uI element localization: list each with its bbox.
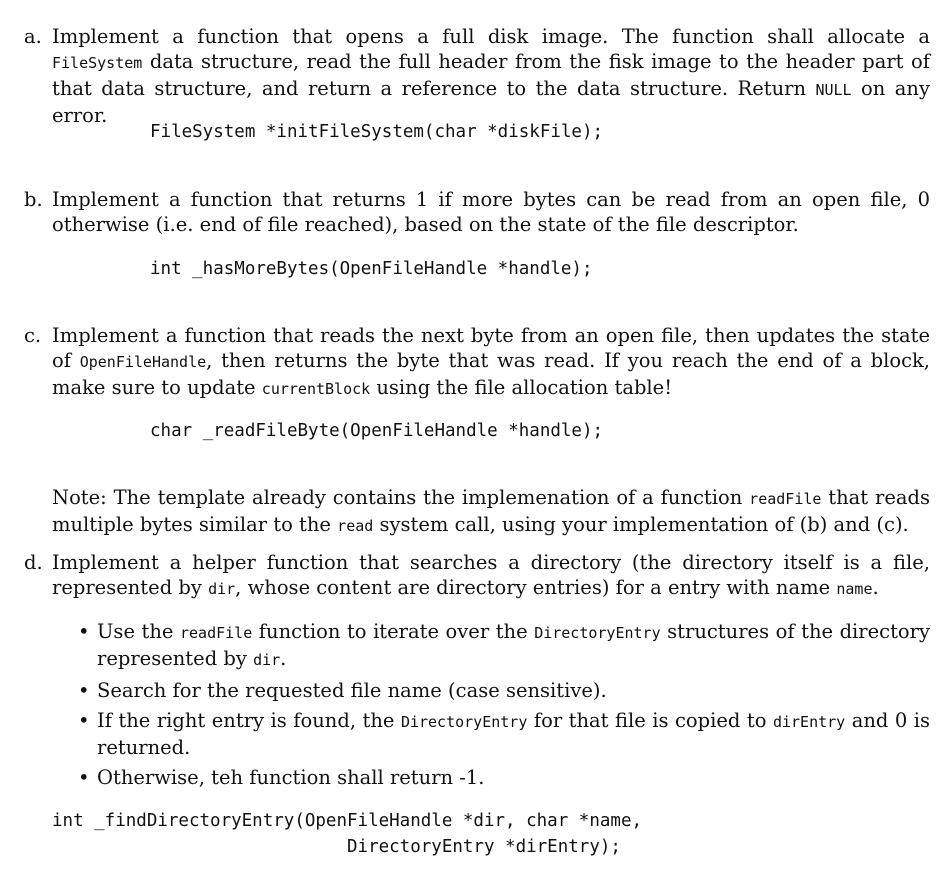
bullet-item: • Use the readFile function to iterate over the DirectoryEntry structures of the directory represented by dir. bbox=[78, 620, 930, 670]
item-b-signature: int _hasMoreBytes(OpenFileHandle *handle); bbox=[150, 259, 593, 279]
item-d bbox=[24, 550, 930, 602]
item-b bbox=[24, 187, 930, 237]
item-d-signature-line2: DirectoryEntry *dirEntry); bbox=[347, 837, 621, 857]
code-filesystem: FileSystem bbox=[52, 54, 143, 72]
item-c-label: c. bbox=[24, 324, 42, 347]
item-a-signature: FileSystem *initFileSystem(char *diskFile); bbox=[150, 122, 604, 142]
item-c-signature: char _readFileByte(OpenFileHandle *handle); bbox=[150, 421, 604, 441]
bullet-item: • Search for the requested file name (case sensitive). bbox=[78, 679, 607, 702]
item-d-text: Implement a helper function that searches a directory (the directory itself is a file, represented by dir, whose content are directory entries) for a entry with name name. bbox=[52, 551, 930, 599]
bullet-item: • If the right entry is found, the DirectoryEntry for that file is copied to dirEntry and 0 is returned. bbox=[78, 709, 930, 759]
code-directoryentry: DirectoryEntry bbox=[400, 713, 528, 731]
code-dir: dir bbox=[253, 651, 281, 669]
code-readfile: readFile bbox=[180, 624, 253, 642]
item-b-label: b. bbox=[24, 188, 43, 211]
code-read: read bbox=[337, 517, 374, 535]
item-a-text: Implement a function that opens a full disk image. The function shall allocate a FileSystem data structure, read the full header from the fisk image to the header part of that data structure, and return a reference to the data structure. Return NULL on any error. bbox=[52, 25, 930, 127]
bullet-item: • Otherwise, teh function shall return -1. bbox=[78, 766, 485, 789]
note-paragraph: Note: The template already contains the implemenation of a function readFile that reads multiple bytes similar to the read system call, using your implementation of (b) and (c). bbox=[52, 486, 930, 536]
item-c-text: Implement a function that reads the next byte from an open file, then updates the state of OpenFileHandle, then returns the byte that was read. If you reach the end of a block, make sure to update currentBlock using the file allocation table! bbox=[52, 324, 930, 399]
item-b-text: Implement a function that returns 1 if more bytes can be read from an open file, 0 otherwise (i.e. end of file reached), based on the state of the file descriptor. bbox=[52, 188, 930, 236]
bullet-dot: • bbox=[78, 766, 90, 789]
item-a-label: a. bbox=[24, 25, 42, 48]
bullet-dot: • bbox=[78, 620, 90, 643]
bullet-dot: • bbox=[78, 709, 90, 732]
code-name: name bbox=[836, 580, 873, 598]
bullet-dot: • bbox=[78, 679, 90, 702]
code-directoryentry: DirectoryEntry bbox=[534, 624, 661, 642]
code-null: NULL bbox=[815, 81, 852, 99]
code-readfile: readFile bbox=[749, 490, 822, 508]
item-d-bullet-list bbox=[78, 619, 930, 790]
item-a bbox=[24, 24, 930, 128]
code-currentblock: currentBlock bbox=[261, 380, 371, 398]
item-d-signature-line1: int _findDirectoryEntry(OpenFileHandle *dir, char *name, bbox=[52, 811, 643, 831]
code-direntry: dirEntry bbox=[772, 713, 846, 731]
code-dir: dir bbox=[208, 580, 236, 598]
item-d-label: d. bbox=[24, 551, 43, 574]
item-c bbox=[24, 323, 930, 402]
code-openfilehandle: OpenFileHandle bbox=[79, 353, 207, 371]
